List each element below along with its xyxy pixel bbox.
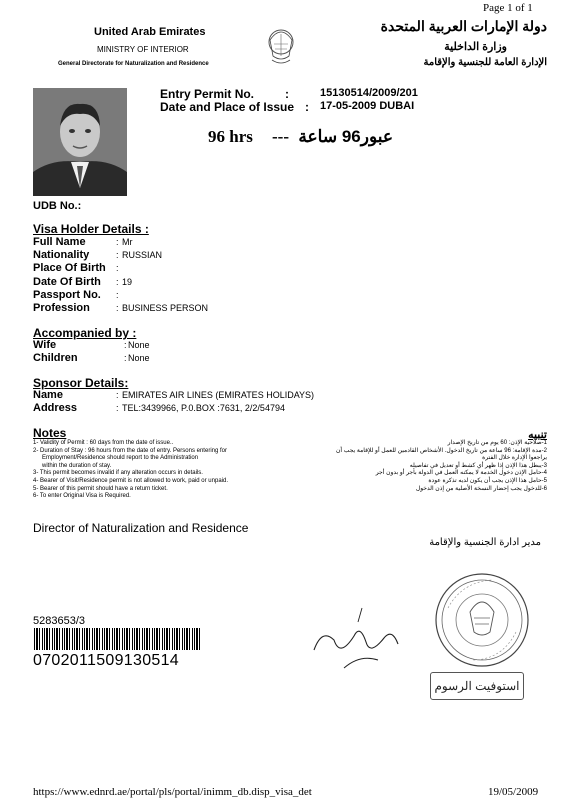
row-separator: : xyxy=(124,352,127,363)
row-label: Date Of Birth xyxy=(33,275,101,288)
visa-hours-dash: --- xyxy=(272,127,289,146)
note-line: 1- Validity of Permit : 60 days from the date of issue.. xyxy=(33,440,174,446)
row-label: Full Name xyxy=(33,236,86,248)
footer-date: 19/05/2009 xyxy=(488,786,539,798)
note-line: 4-حامل الإذن دخول الخدمة لا يمكنه العمل في الدولة بأجر أو بدون أجر xyxy=(375,470,547,477)
row-separator: : xyxy=(116,237,119,247)
page-counter: Page 1 of 1 xyxy=(483,2,533,14)
visa-hours-ar: عبور96 ساعة xyxy=(298,127,393,146)
issue-date-colon: : xyxy=(305,100,309,114)
entry-permit-colon: : xyxy=(285,87,289,101)
header-country-en: United Arab Emirates xyxy=(94,26,206,38)
note-line: 2-مدة الإقامة: 96 ساعة من تاريخ الدخول. الأشخاص القادمين للعمل أو للإقامة يجب أن xyxy=(336,447,547,454)
issue-date-value: 17-05-2009 DUBAI xyxy=(320,100,415,112)
holder-heading: Visa Holder Details : xyxy=(33,222,149,236)
udb-label: UDB No.: xyxy=(33,200,82,212)
header-ministry-ar: وزارة الداخلية xyxy=(444,41,507,53)
row-separator: : xyxy=(116,289,119,300)
director-title-en: Director of Naturalization and Residence xyxy=(33,521,249,535)
header-directorate-en: General Directorate for Naturalization and Residence xyxy=(58,61,209,67)
notes-heading-ar: تنبيه xyxy=(528,429,547,441)
note-line: 5-حامل هذا الإذن يجب أن يكون لديه تذكرة عودة xyxy=(428,477,547,484)
row-label: Wife xyxy=(33,339,57,351)
barcode-number: 0702011509130514 xyxy=(33,652,179,669)
note-line: within the duration of stay. xyxy=(42,462,112,469)
note-line: 3-يبطل هذا الإذن إذا ظهر أي كشط أو تعديل في تفاصيله xyxy=(409,462,547,469)
director-title-ar: مدير ادارة الجنسية والإقامة xyxy=(429,537,541,548)
note-line: Employment/Residence should report to the Administration xyxy=(42,455,199,462)
row-label: Children xyxy=(33,351,78,364)
signature xyxy=(300,598,420,678)
entry-permit-label: Entry Permit No. xyxy=(160,87,255,101)
row-value: None xyxy=(128,340,150,350)
row-separator: : xyxy=(116,276,119,287)
row-label: Address xyxy=(33,401,78,414)
uae-emblem-icon xyxy=(264,22,298,66)
row-label: Name xyxy=(33,389,63,401)
row-value: 19 xyxy=(122,276,133,287)
footer-url: https://www.ednrd.ae/portal/pls/portal/inimm_db.disp_visa_det xyxy=(33,786,312,798)
note-line: 5- Bearer of this permit should have a return ticket. xyxy=(33,485,168,492)
barcode-icon xyxy=(34,628,202,650)
row-value: None xyxy=(128,352,150,363)
notes-list-en xyxy=(33,440,228,501)
official-seal-icon xyxy=(432,570,532,670)
note-line: 3- This permit becomes invalid if any alteration occurs in details. xyxy=(33,470,203,477)
sponsor-heading: Sponsor Details: xyxy=(33,376,129,390)
note-line: يراجعوا الإدارة خلال الفترة xyxy=(482,455,547,462)
fees-paid-stamp: استوفيت الرسوم xyxy=(430,672,524,700)
visa-hours-en: 96 hrs xyxy=(208,127,253,146)
row-separator: : xyxy=(116,390,119,400)
row-value: Mr xyxy=(122,237,133,247)
row-value: TEL:3439966, P.0.BOX :7631, 2/2/54794 xyxy=(122,402,285,413)
note-line: 1-صلاحية الإذن: 60 يوم من تاريخ الإصدار xyxy=(447,440,547,446)
row-label: Place Of Birth xyxy=(33,262,106,275)
row-separator: : xyxy=(116,402,119,413)
header-directorate-ar: الإدارة العامة للجنسية والإقامة xyxy=(423,57,547,68)
holder-photo xyxy=(33,88,127,196)
entry-permit-value: 15130514/2009/201 xyxy=(320,87,418,99)
issue-date-label: Date and Place of Issue xyxy=(160,100,295,114)
row-value: RUSSIAN xyxy=(122,250,163,261)
accompanied-heading: Accompanied by : xyxy=(33,326,137,340)
row-value: BUSINESS PERSON xyxy=(122,303,209,313)
row-separator: : xyxy=(116,250,119,261)
notes-list-ar xyxy=(336,440,547,493)
note-line: 4- Bearer of Visit/Residence permit is not allowed to work, paid or unpaid. xyxy=(33,477,228,484)
row-separator: : xyxy=(116,263,119,274)
row-value: EMIRATES AIR LINES (EMIRATES HOLIDAYS) xyxy=(122,390,315,400)
row-label: Nationality xyxy=(33,249,90,262)
row-separator: : xyxy=(116,303,119,313)
note-line: 6-للدخول يجب إحضار النسخة الأصلية من إذن الدخول xyxy=(415,485,547,492)
header-country-ar: دولة الإمارات العربية المتحدة xyxy=(380,18,547,34)
row-separator: : xyxy=(124,340,127,350)
notes-heading: Notes xyxy=(33,426,67,440)
row-label: Profession xyxy=(33,302,90,314)
barcode-top-number: 5283653/3 xyxy=(33,615,85,627)
row-label: Passport No. xyxy=(33,288,101,301)
header-ministry-en: MINISTRY OF INTERIOR xyxy=(97,45,189,54)
note-line: 2- Duration of Stay : 96 hours from the date of entry. Persons entering for xyxy=(33,447,227,454)
note-line: 6- To enter Original Visa is Required. xyxy=(33,493,131,500)
